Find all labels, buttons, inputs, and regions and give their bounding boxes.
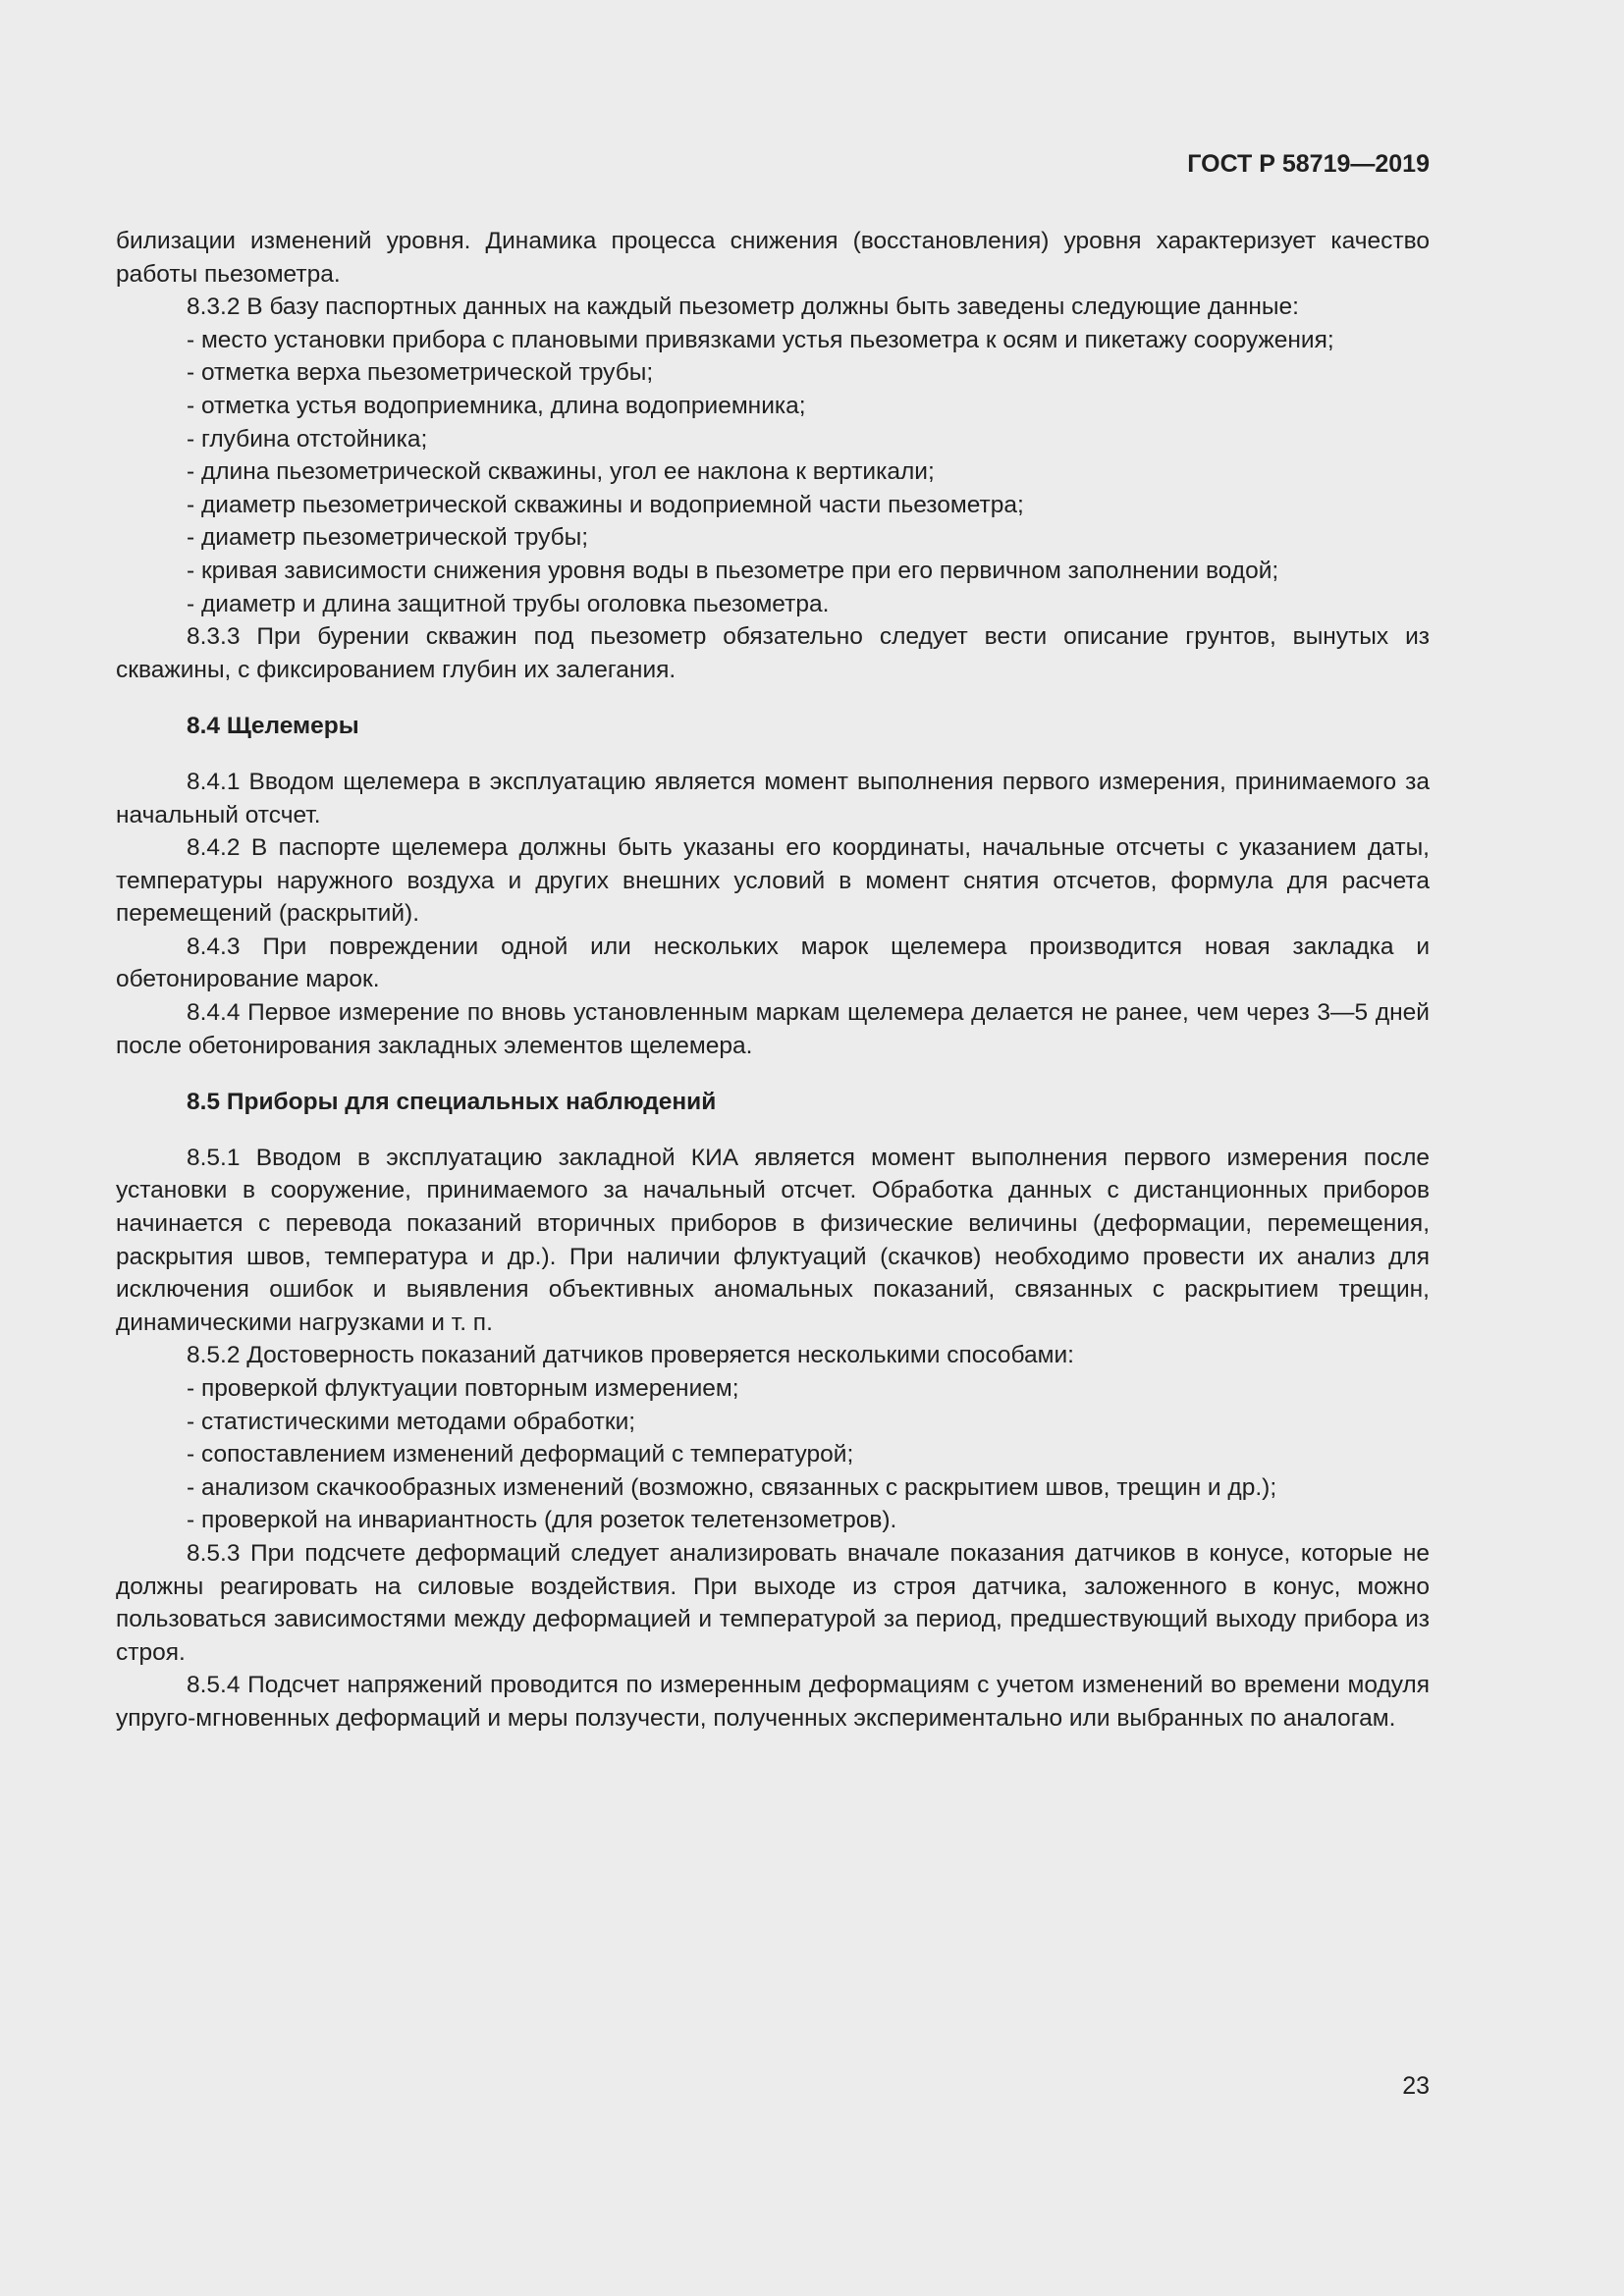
list-item: - диаметр пьезометрической трубы;: [187, 524, 589, 552]
paragraph-8-5-1: 8.5.1 Вводом в эксплуатацию закладной КИА является момент выполнения первого измерения после установки в сооружение, принимаемого за начальный отсчет. Обработка данных с дистанционных приборов начинается с перевода показаний вторичных приборов в физические величины (деформации, перемещения, раскрытия швов, температура и др.). При наличии флуктуаций (скачков) необходимо провести их анализ для исключения ошибок и выявления объективных аномальных показаний, связанных с раскрытием трещин, динамическими нагрузками и т. п.: [116, 1144, 1430, 1336]
list-item: - глубина отстойника;: [187, 425, 428, 453]
list-item: - сопоставлением изменений деформаций с температурой;: [187, 1441, 854, 1468]
section-heading-8-4: 8.4 Щелемеры: [187, 713, 359, 740]
list-item: - проверкой на инвариантность (для розеток телетензометров).: [187, 1507, 897, 1534]
paragraph-continuation: билизации изменений уровня. Динамика процесса снижения (восстановления) уровня характеризует качество работы пьезометра.: [116, 228, 1430, 288]
list-item: - отметка устья водоприемника, длина водоприемника;: [187, 392, 806, 419]
list-item: - проверкой флуктуации повторным измерением;: [187, 1375, 739, 1402]
list-item: - кривая зависимости снижения уровня воды в пьезометре при его первичном заполнении водой;: [187, 557, 1279, 584]
paragraph-8-5-2: 8.5.2 Достоверность показаний датчиков проверяется несколькими способами:: [187, 1342, 1074, 1369]
paragraph-8-3-3: 8.3.3 При бурении скважин под пьезометр обязательно следует вести описание грунтов, вынутых из скважины, с фиксированием глубин их залегания.: [116, 623, 1430, 683]
paragraph-8-4-4: 8.4.4 Первое измерение по вновь установленным маркам щелемера делается не ранее, чем через 3—5 дней после обетонирования закладных элементов щелемера.: [116, 999, 1430, 1059]
list-item: - диаметр и длина защитной трубы оголовка пьезометра.: [187, 590, 830, 617]
document-body: [116, 225, 1430, 1735]
list-item: - место установки прибора с плановыми привязками устья пьезометра к осям и пикетажу сооружения;: [187, 326, 1334, 353]
paragraph-8-5-3: 8.5.3 При подсчете деформаций следует анализировать вначале показания датчиков в конусе, которые не должны реагировать на силовые воздействия. При выходе из строя датчика, заложенного в конус, можно пользоваться зависимостями между деформацией и температурой за период, предшествующий выходу прибора из строя.: [116, 1539, 1430, 1666]
paragraph-8-4-2: 8.4.2 В паспорте щелемера должны быть указаны его координаты, начальные отсчеты с указанием даты, температуры наружного воздуха и других внешних условий в момент снятия отсчетов, формула для расчета перемещений (раскрытий).: [116, 834, 1430, 928]
page-number: 23: [1402, 2072, 1430, 2100]
paragraph-8-3-2: 8.3.2 В базу паспортных данных на каждый пьезометр должны быть заведены следующие данные:: [187, 294, 1299, 321]
list-item: - длина пьезометрической скважины, угол ее наклона к вертикали;: [187, 458, 935, 486]
paragraph-8-4-3: 8.4.3 При повреждении одной или нескольких марок щелемера производится новая закладка и обетонирование марок.: [116, 933, 1430, 993]
list-item: - отметка верха пьезометрической трубы;: [187, 359, 654, 387]
list-item: - анализом скачкообразных изменений (возможно, связанных с раскрытием швов, трещин и др.);: [187, 1473, 1277, 1501]
section-heading-8-5: 8.5 Приборы для специальных наблюдений: [187, 1089, 717, 1116]
list-item: - статистическими методами обработки;: [187, 1408, 636, 1435]
paragraph-8-5-4: 8.5.4 Подсчет напряжений проводится по измеренным деформациям с учетом изменений во времени модуля упруго-мгновенных деформаций и меры ползучести, полученных экспериментально или выбранных по аналогам.: [116, 1672, 1430, 1732]
document-header: ГОСТ Р 58719—2019: [1187, 150, 1430, 178]
list-item: - диаметр пьезометрической скважины и водоприемной части пьезометра;: [187, 491, 1024, 518]
paragraph-8-4-1: 8.4.1 Вводом щелемера в эксплуатацию является момент выполнения первого измерения, принимаемого за начальный отсчет.: [116, 768, 1430, 828]
